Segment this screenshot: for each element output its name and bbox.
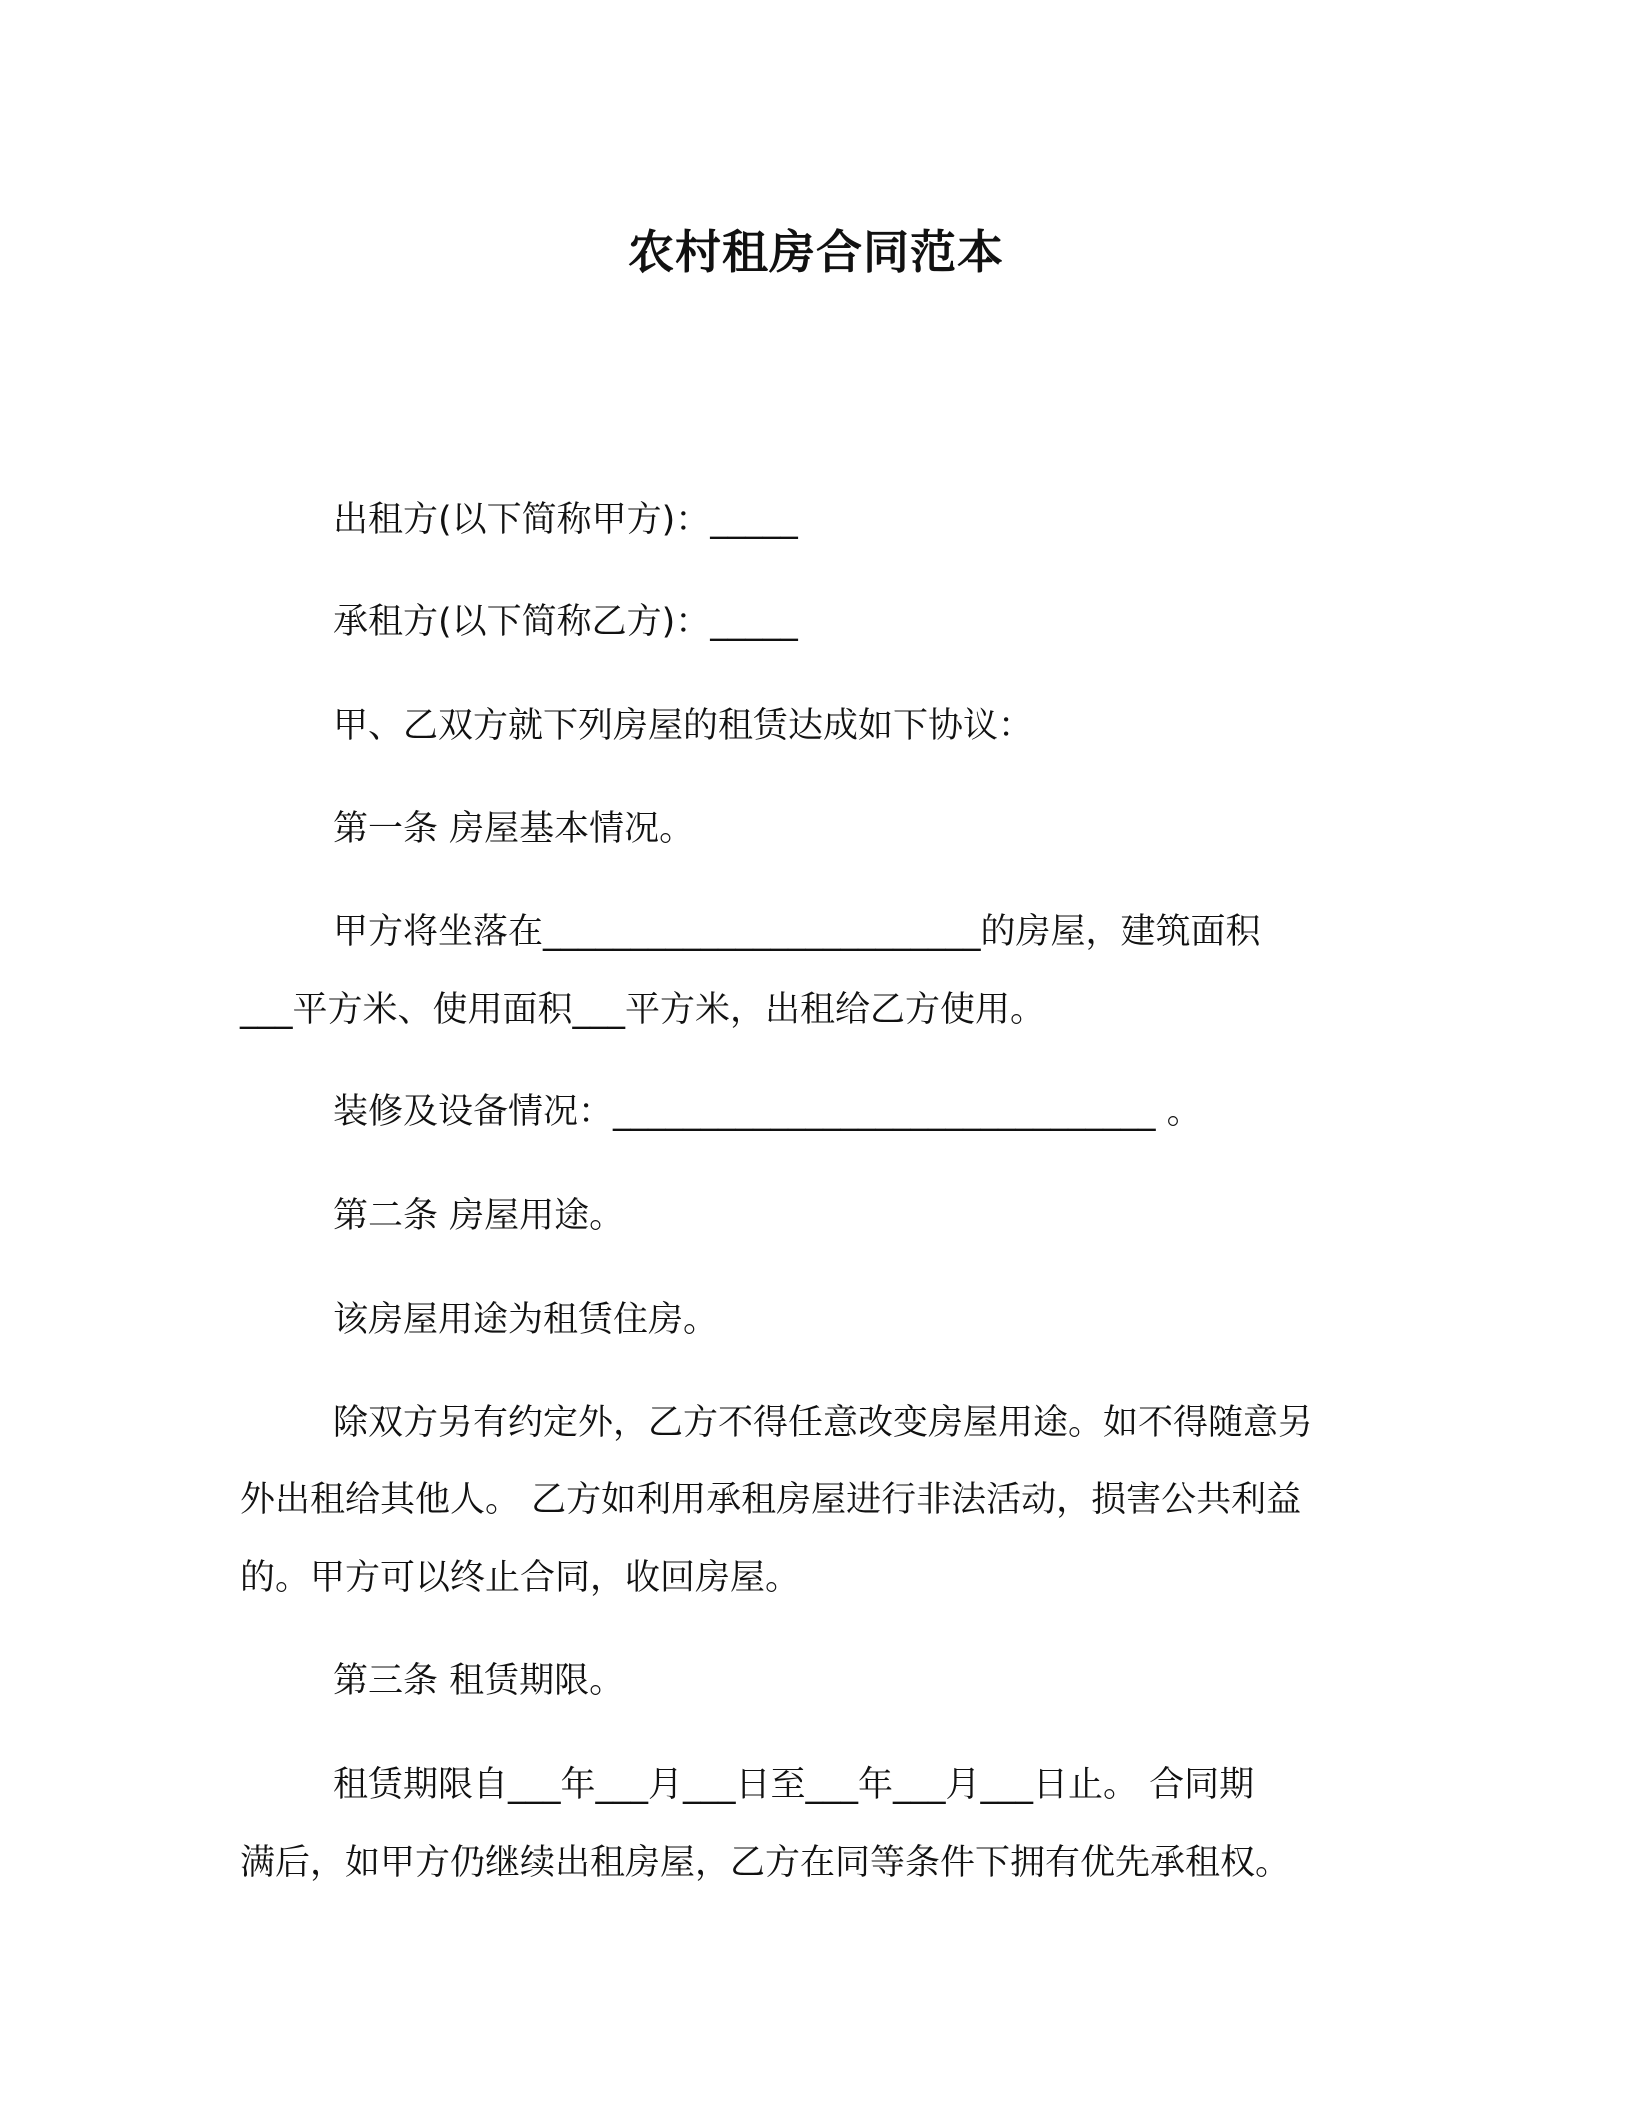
decoration-equipment-line: 装修及设备情况：_______________________________ 。 — [333, 1092, 1202, 1132]
housing-purpose-line: 该房屋用途为租赁住房。 — [333, 1300, 719, 1340]
article-1-paragraph-line-2: ___平方米、使用面积___平方米，出租给乙方使用。 — [240, 990, 1046, 1030]
article-2-paragraph-line-3: 的。甲方可以终止合同，收回房屋。 — [240, 1558, 801, 1598]
article-2-heading: 第二条 房屋用途。 — [333, 1196, 625, 1236]
document-title: 农村租房合同范本 — [628, 225, 1004, 279]
article-1-heading: 第一条 房屋基本情况。 — [333, 809, 695, 849]
article-3-paragraph-line-2: 满后，如甲方仍继续出租房屋，乙方在同等条件下拥有优先承租权。 — [240, 1843, 1291, 1883]
lessee-line: 承租方(以下简称乙方)：_____ — [333, 602, 798, 642]
lessor-line: 出租方(以下简称甲方)：_____ — [333, 500, 798, 540]
article-2-paragraph-line-1: 除双方另有约定外，乙方不得任意改变房屋用途。如不得随意另 — [333, 1403, 1314, 1443]
agreement-intro-line: 甲、乙双方就下列房屋的租赁达成如下协议： — [333, 706, 1034, 746]
article-3-heading: 第三条 租赁期限。 — [333, 1661, 625, 1701]
article-3-paragraph-line-1: 租赁期限自___年___月___日至___年___月___日止。 合同期 — [333, 1765, 1255, 1805]
article-1-paragraph-line-1: 甲方将坐落在_________________________的房屋，建筑面积 — [333, 912, 1261, 952]
article-2-paragraph-line-2: 外出租给其他人。 乙方如利用承租房屋进行非法活动，损害公共利益 — [240, 1480, 1302, 1520]
